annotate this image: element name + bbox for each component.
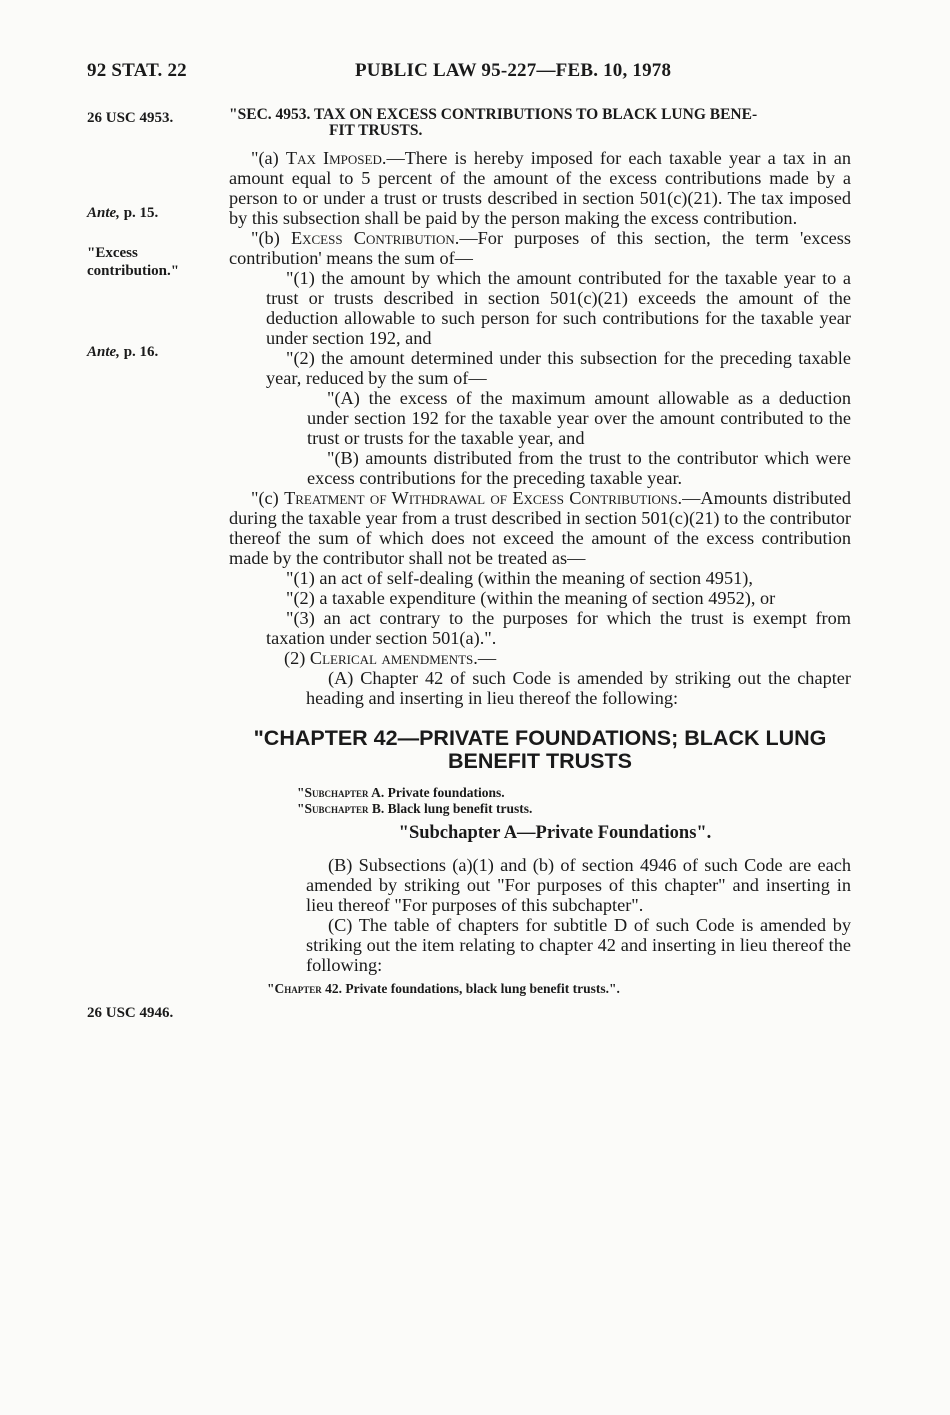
subsection-lead: "(a)	[251, 148, 286, 168]
paragraph-c2: "(2) a taxable expenditure (within the meaning of section 4952), or	[286, 588, 776, 608]
toc-entry-a	[297, 785, 851, 801]
margin-note-excess-contribution	[87, 244, 179, 280]
toc-entry-b	[297, 801, 851, 817]
section-heading	[229, 107, 851, 139]
clerical-lead: (2)	[284, 648, 310, 668]
subsection-text: —There is hereby imposed for each taxable year a tax in an amount equal to 5 percent of the amount of the excess contributions made by a person to or under a trust or trusts described in section 501(c)(21). The tax imposed by this subsection shall be paid by the person making the excess contribution.	[229, 148, 851, 228]
chapter-table-entry	[229, 981, 851, 997]
subchapter-table	[229, 785, 851, 817]
margin-note-page: p. 16.	[123, 344, 159, 360]
margin-note-ante-italic: Ante,	[87, 205, 120, 221]
entry-lead: "Chapter	[267, 981, 322, 996]
subchapter-a-title: "Subchapter A—Private Foundations".	[398, 823, 712, 843]
section-heading-line: "SEC. 4953. TAX ON EXCESS CONTRIBUTIONS TO BLACK LUNG BENE-	[229, 106, 758, 123]
section-heading-line: FIT TRUSTS.	[329, 122, 423, 139]
margin-note-usc-4953: 26 USC 4953.	[87, 110, 174, 126]
margin-note-page: p. 15.	[123, 205, 159, 221]
amendment-c: (C) The table of chapters for subtitle D of such Code is amended by striking out the item relating to chapter 42 and inserting in lieu thereof the following:	[306, 915, 851, 975]
subsection-caption: Treatment of Withdrawal of Excess Contributions.	[284, 488, 683, 508]
entry-text: 42. Private foundations, black lung benefit trusts.".	[321, 981, 620, 996]
toc-lead: "Subchapter	[297, 801, 369, 816]
subsection-caption: Excess Contribution.	[290, 228, 460, 248]
toc-text: A. Private foundations.	[368, 785, 505, 800]
subsection-caption: Tax Imposed.	[285, 148, 387, 168]
subsection-a	[229, 148, 851, 228]
toc-text: B. Black lung benefit trusts.	[368, 801, 533, 816]
subsection-text: —Amounts distributed during the taxable year from a trust described in section 501(c)(21) to the contributor thereof the sum of which does not exceed the amount of the excess contribution made by the contributor shall not be treated as—	[229, 488, 851, 568]
amendment-b: (B) Subsections (a)(1) and (b) of section 4946 of such Code are each amended by striking out "For purposes of this chapter" and inserting in lieu thereof "For purposes of this subchapter".	[306, 855, 851, 915]
chapter-title: "CHAPTER 42—PRIVATE FOUNDATIONS; BLACK LUNG BENEFIT TRUSTS	[253, 726, 827, 773]
margin-note-ante-16	[87, 343, 158, 361]
paragraph-b2: "(2) the amount determined under this subsection for the preceding taxable year, reduced by the sum of—	[266, 348, 851, 388]
clerical-dash: —	[477, 648, 497, 668]
margin-note-ante-italic: Ante,	[87, 344, 120, 360]
clerical-amendments-heading	[229, 648, 851, 668]
paragraph-c3: "(3) an act contrary to the purposes for which the trust is exempt from taxation under section 501(a).".	[266, 608, 851, 648]
statute-body	[229, 107, 851, 997]
subsection-lead: "(b)	[251, 228, 291, 248]
paragraph-c1: "(1) an act of self-dealing (within the meaning of section 4951),	[286, 568, 753, 588]
amendment-a: (A) Chapter 42 of such Code is amended by striking out the chapter heading and inserting in lieu thereof the following:	[306, 668, 851, 708]
running-title: PUBLIC LAW 95-227—FEB. 10, 1978	[355, 60, 672, 81]
subparagraph-b2b: "(B) amounts distributed from the trust to the contributor which were excess contributions for the preceding taxable year.	[307, 448, 851, 488]
clerical-caption: Clerical amendments.	[309, 648, 478, 668]
paragraph-b1: "(1) the amount by which the amount contributed for the taxable year to a trust or trusts described in section 501(c)(21) exceeds the amount of the deduction allowable to such person for such contributions for the taxable year under section 192, and	[266, 268, 851, 348]
page-reference: 92 STAT. 22	[87, 60, 187, 81]
subsection-text: —For purposes of this section, the term 'excess contribution' means the sum of—	[229, 228, 851, 268]
margin-note-ante-15	[87, 204, 158, 222]
subparagraph-b2a: "(A) the excess of the maximum amount allowable as a deduction under section 192 for the taxable year over the amount contributed to the trust or trusts for the taxable year, and	[307, 388, 851, 448]
margin-note-line: "Excess	[87, 245, 138, 261]
margin-note-usc-4946: 26 USC 4946.	[87, 1005, 174, 1021]
margin-note-line: contribution."	[87, 263, 180, 279]
subsection-lead: "(c)	[251, 488, 285, 508]
toc-lead: "Subchapter	[297, 785, 369, 800]
subsection-c	[229, 488, 851, 568]
subsection-b	[229, 228, 851, 268]
